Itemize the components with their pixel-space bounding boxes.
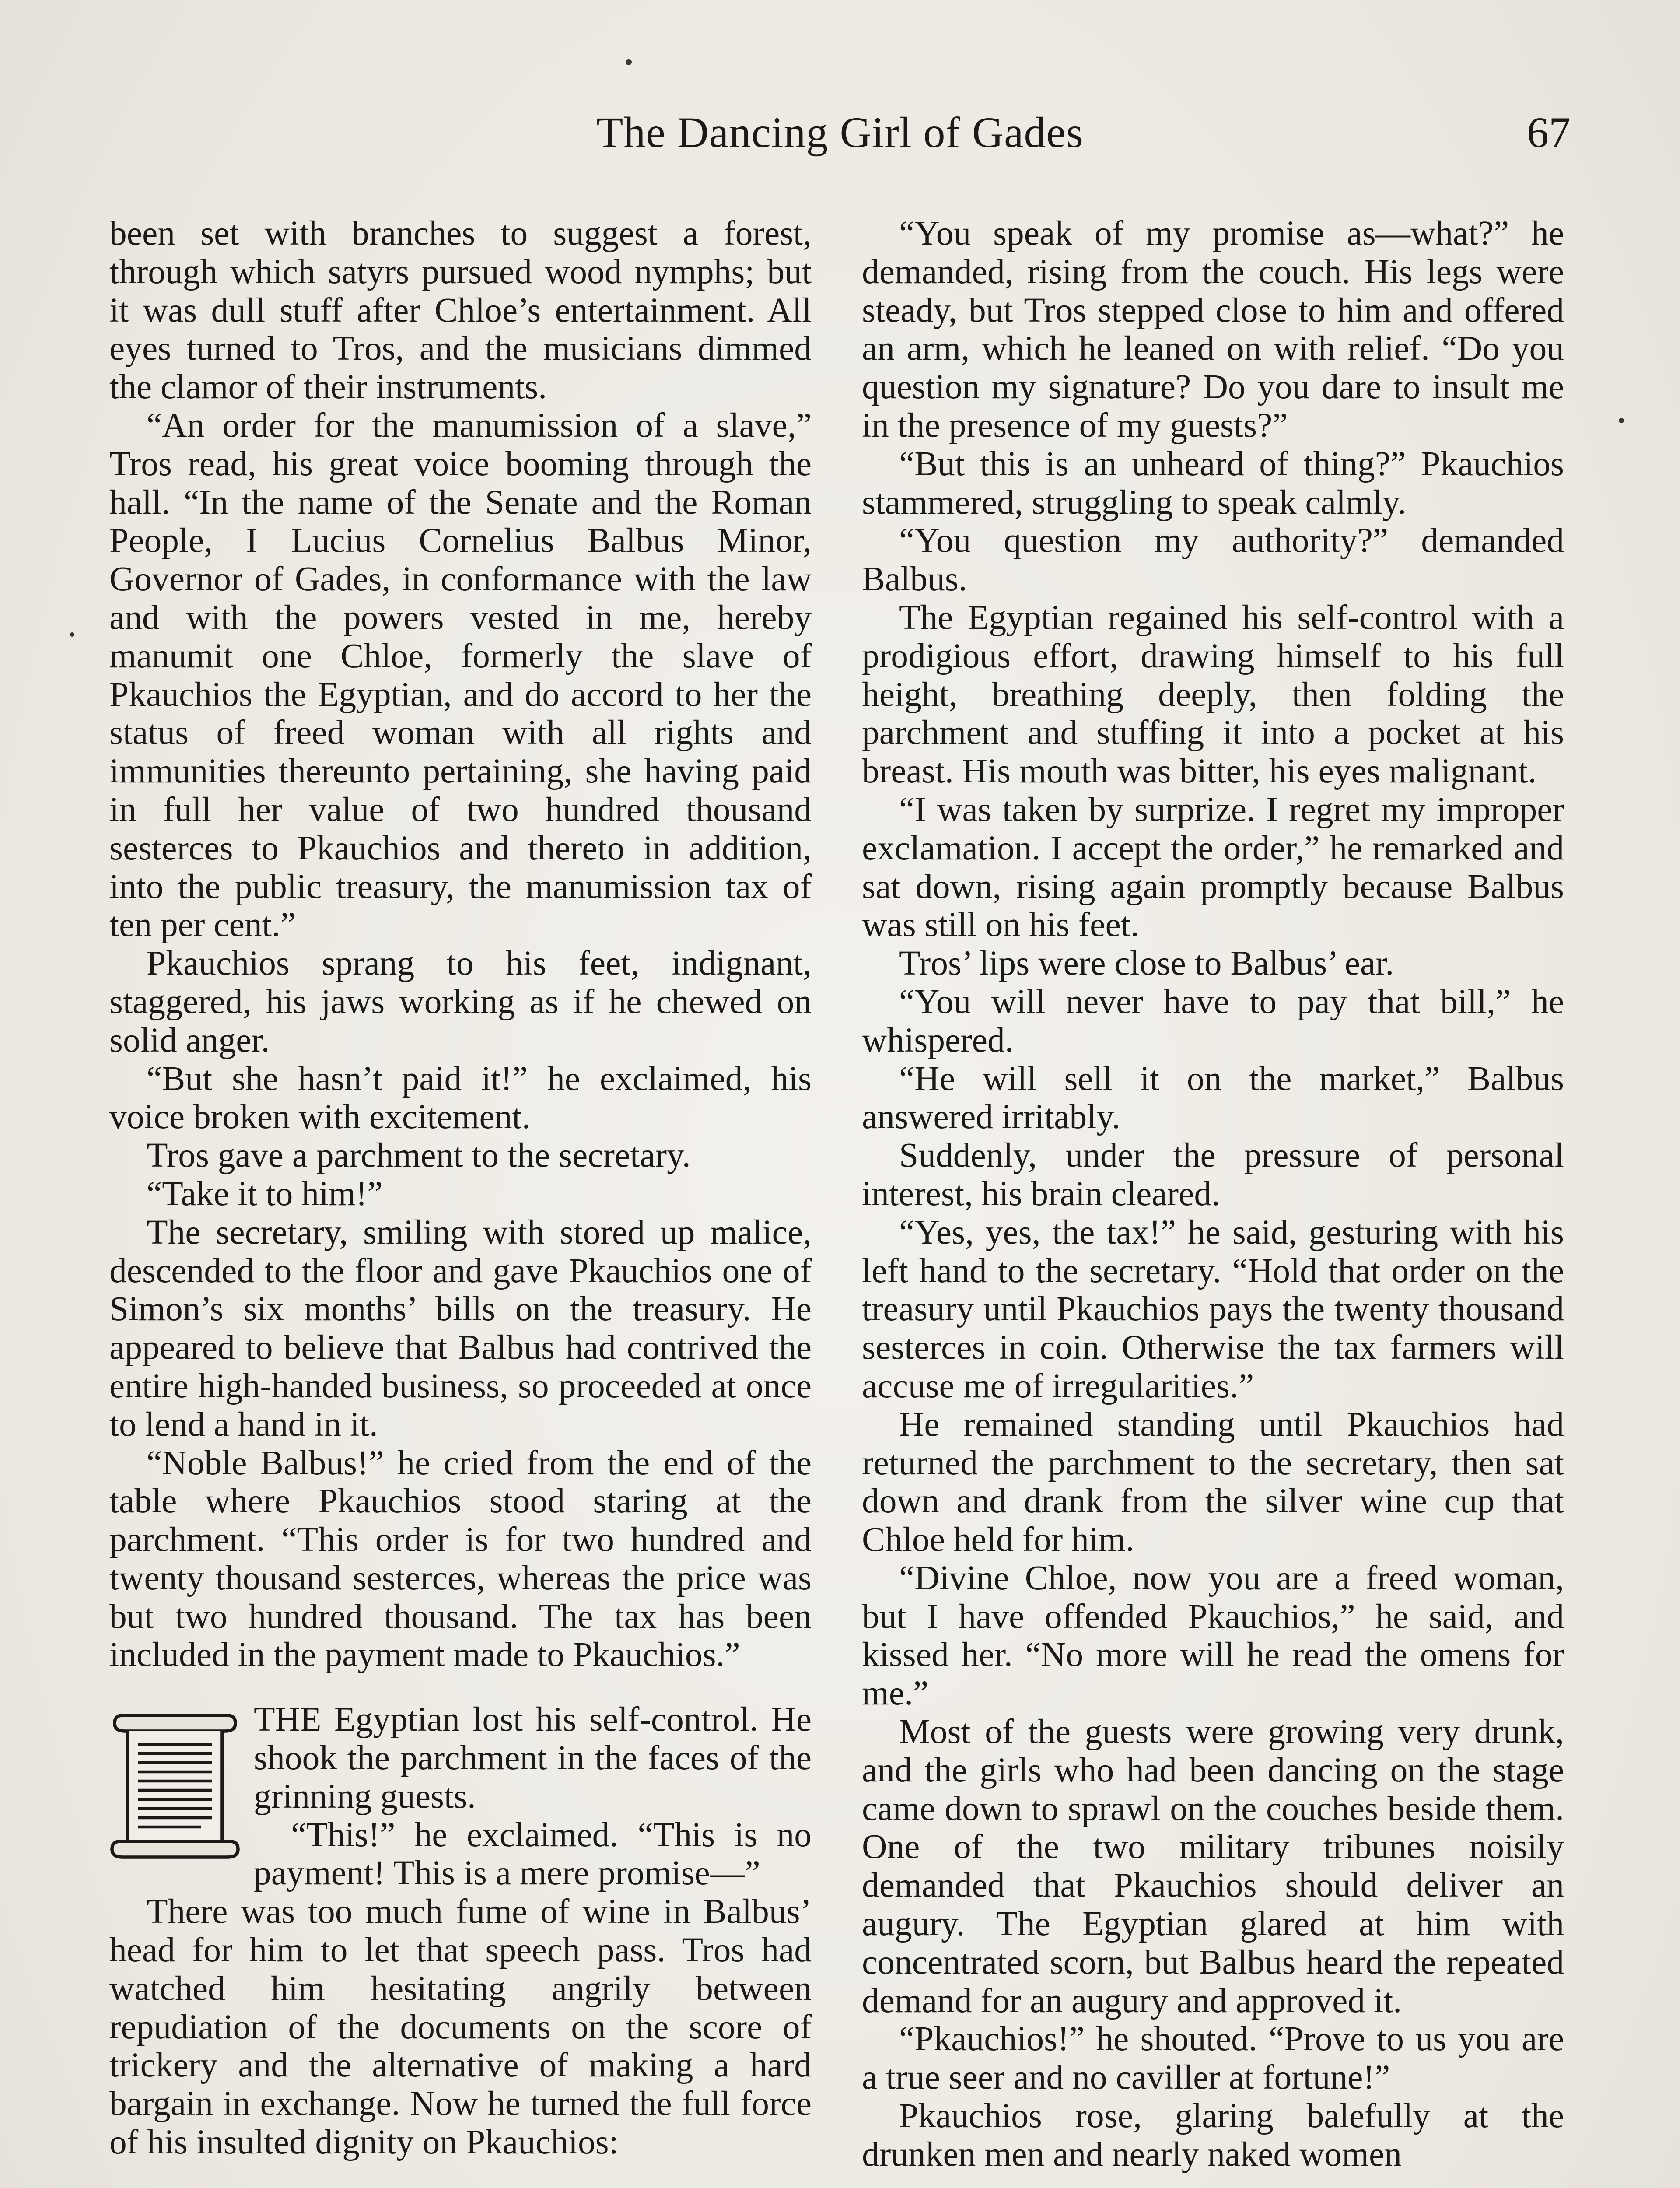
paragraph: Tros’ lips were close to Balbus’ ear. xyxy=(899,944,1394,983)
scroll-icon xyxy=(109,1705,241,1862)
paragraph: been set with branches to suggest a forest, through which satyrs pursued wood nymphs; but it was dull stuff after Chloe’s entertainment. All eyes turned to Tros, and the musicians dimmed the clamor of their instruments. xyxy=(109,214,812,407)
paragraph: “Yes, yes, the tax!” he said, gesturing with his left hand to the secretary. “Hold that order on the treasury until Pkauchios pays the twenty thousand sesterces in coin. Otherwise the tax farmers will accuse me of irregularities.” xyxy=(862,1213,1564,1405)
running-title: The Dancing Girl of Gades xyxy=(596,108,1084,157)
left-column xyxy=(109,214,812,2162)
paragraph: He remained standing until Pkauchios had returned the parchment to the secretary, then sat down and drank from the silver wine cup that Chloe held for him. xyxy=(862,1405,1564,1559)
print-speck xyxy=(70,632,74,637)
paragraph: “You question my authority?” demanded Balbus. xyxy=(862,521,1564,599)
right-column xyxy=(862,214,1564,2174)
section-opening xyxy=(109,1701,812,1816)
paragraph: “Pkauchios!” he shouted. “Prove to us you are a true seer and no caviller at fortune!” xyxy=(862,2020,1564,2097)
paragraph: There was too much fume of wine in Balbus’ head for him to let that speech pass. Tros had watched him hesitating angrily between repudiation of the documents on the score of trickery and the alternative of making a hard bargain in exchange. Now he turned the full force of his insulted dignity on Pkauchios: xyxy=(109,1892,812,2162)
print-speck xyxy=(626,59,632,65)
page-header xyxy=(109,107,1571,173)
paragraph: Suddenly, under the pressure of personal interest, his brain cleared. xyxy=(862,1136,1564,1213)
paragraph: The secretary, smiling with stored up malice, descended to the floor and gave Pkauchios one of Simon’s six months’ bills on the treasury. He appeared to believe that Balbus had contrived the entire high-handed business, so proceeded at once to lend a hand in it. xyxy=(109,1213,812,1444)
section-opening-text: THE Egyptian lost his self-control. He shook the parchment in the faces of the grinning guests. xyxy=(254,1700,812,1816)
paragraph: “Divine Chloe, now you are a freed woman, but I have offended Pkauchios,” he said, and kissed her. “No more will he read the omens for me.” xyxy=(862,1558,1564,1713)
paragraph: Tros gave a parchment to the secretary. xyxy=(147,1136,691,1175)
paragraph: Most of the guests were growing very drunk, and the girls who had been dancing on the stage came down to sprawl on the couches beside them. One of the two military tribunes noisily demanded that Pkauchios should deliver an augury. The Egyptian glared at him with concentrated scorn, but Balbus heard the repeated demand for an augury and approved it. xyxy=(862,1712,1564,2020)
print-speck xyxy=(1619,418,1624,423)
paragraph: “You will never have to pay that bill,” he whispered. xyxy=(862,982,1564,1059)
paragraph: “I was taken by surprize. I regret my improper exclamation. I accept the order,” he remarked and sat down, rising again promptly because Balbus was still on his feet. xyxy=(862,790,1564,944)
paragraph: “This!” he exclaimed. “This is no payment! This is a mere promise—” xyxy=(254,1815,812,1893)
paragraph: “You speak of my promise as—what?” he demanded, rising from the couch. His legs were steady, but Tros stepped close to him and offered an arm, which he leaned on with relief. “Do you question my signature? Do you dare to insult me in the presence of my guests?” xyxy=(862,214,1564,445)
paragraph: The Egyptian regained his self-control with a prodigious effort, drawing himself to his full height, breathing deeply, then folding the parchment and stuffing it into a pocket at his breast. His mouth was bitter, his eyes malignant. xyxy=(862,598,1564,791)
page-number: 67 xyxy=(1527,108,1571,157)
paragraph: Pkauchios rose, glaring balefully at the drunken men and nearly naked women xyxy=(862,2097,1564,2174)
paragraph: “But she hasn’t paid it!” he exclaimed, his voice broken with excitement. xyxy=(109,1059,812,1136)
paragraph: “He will sell it on the market,” Balbus answered irritably. xyxy=(862,1059,1564,1136)
paragraph: “An order for the manumission of a slave,” Tros read, his great voice booming through the hall. “In the name of the Senate and the Roman People, I Lucius Cornelius Balbus Minor, Governor of Gades, in conformance with the law and with the powers vested in me, hereby manumit one Chloe, formerly the slave of Pkauchios the Egyptian, and do accord to her the status of freed woman with all rights and immunities thereunto pertaining, she having paid in full her value of two hundred thousand sesterces to Pkauchios and thereto in addition, into the public treasury, the manumission tax of ten per cent.” xyxy=(109,406,812,944)
paragraph: Pkauchios sprang to his feet, indignant, staggered, his jaws working as if he chewed on solid anger. xyxy=(109,944,812,1059)
paragraph: “Noble Balbus!” he cried from the end of the table where Pkauchios stood staring at the parchment. “This order is for two hundred and twenty thousand sesterces, whereas the price was but two hundred thousand. The tax has been included in the payment made to Pkauchios.” xyxy=(109,1443,812,1674)
paragraph: “Take it to him!” xyxy=(147,1174,383,1213)
paragraph: “But this is an unheard of thing?” Pkauchios stammered, struggling to speak calmly. xyxy=(862,444,1564,522)
